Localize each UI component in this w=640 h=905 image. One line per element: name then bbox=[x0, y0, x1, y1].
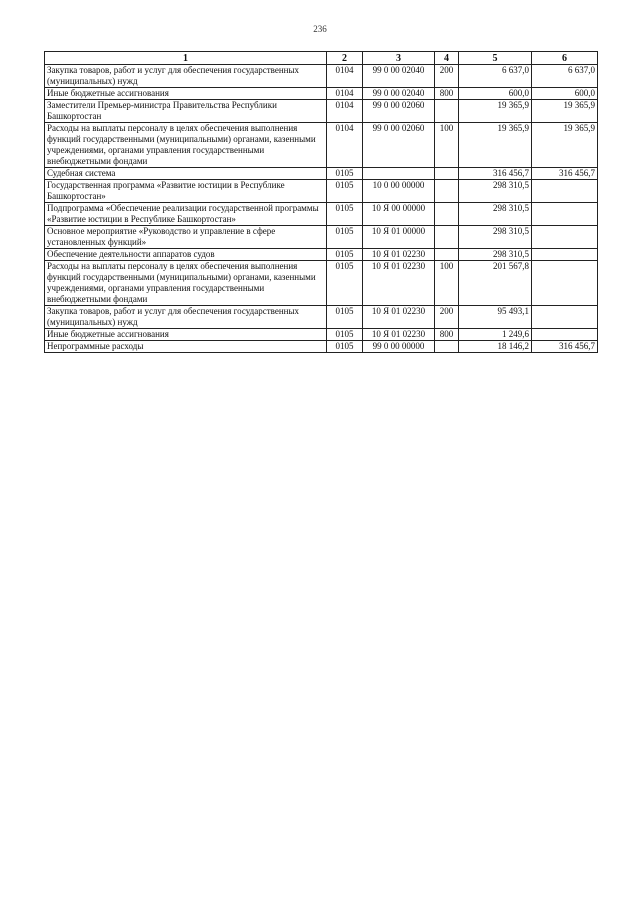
cell-target: 99 0 00 02060 bbox=[363, 100, 435, 123]
cell-amount1: 298 310,5 bbox=[459, 249, 532, 261]
table-row bbox=[45, 261, 598, 306]
cell-amount1: 19 365,9 bbox=[459, 100, 532, 123]
column-header-type: 4 bbox=[435, 52, 459, 65]
cell-name: Закупка товаров, работ и услуг для обеспечения государственных (муниципальных) нужд bbox=[45, 65, 327, 88]
cell-name: Обеспечение деятельности аппаратов судов bbox=[45, 249, 327, 261]
cell-section: 0105 bbox=[327, 249, 363, 261]
cell-amount2: 19 365,9 bbox=[532, 100, 598, 123]
table-row bbox=[45, 249, 598, 261]
cell-section: 0104 bbox=[327, 100, 363, 123]
cell-name: Судебная система bbox=[45, 168, 327, 180]
cell-target: 10 Я 01 00000 bbox=[363, 226, 435, 249]
cell-amount1: 95 493,1 bbox=[459, 306, 532, 329]
cell-name: Непрограммные расходы bbox=[45, 341, 327, 353]
cell-type bbox=[435, 249, 459, 261]
cell-section: 0105 bbox=[327, 261, 363, 306]
table-row bbox=[45, 329, 598, 341]
cell-type: 200 bbox=[435, 306, 459, 329]
cell-amount1: 19 365,9 bbox=[459, 123, 532, 168]
cell-section: 0105 bbox=[327, 341, 363, 353]
cell-target: 99 0 00 02040 bbox=[363, 65, 435, 88]
cell-amount1: 201 567,8 bbox=[459, 261, 532, 306]
cell-target: 99 0 00 02060 bbox=[363, 123, 435, 168]
cell-amount1: 298 310,5 bbox=[459, 180, 532, 203]
column-header-amount2: 6 bbox=[532, 52, 598, 65]
cell-amount1: 1 249,6 bbox=[459, 329, 532, 341]
cell-section: 0104 bbox=[327, 88, 363, 100]
cell-name: Иные бюджетные ассигнования bbox=[45, 88, 327, 100]
table-row bbox=[45, 341, 598, 353]
cell-target: 10 Я 00 00000 bbox=[363, 203, 435, 226]
cell-name: Заместители Премьер-министра Правительства Республики Башкортостан bbox=[45, 100, 327, 123]
cell-section: 0105 bbox=[327, 329, 363, 341]
cell-amount1: 298 310,5 bbox=[459, 226, 532, 249]
table-header-row bbox=[45, 52, 598, 65]
cell-type: 100 bbox=[435, 261, 459, 306]
cell-name: Закупка товаров, работ и услуг для обеспечения государственных (муниципальных) нужд bbox=[45, 306, 327, 329]
cell-type bbox=[435, 100, 459, 123]
cell-name: Подпрограмма «Обеспечение реализации государственной программы «Развитие юстиции в Республике Башкортостан» bbox=[45, 203, 327, 226]
table-row bbox=[45, 168, 598, 180]
cell-amount2: 19 365,9 bbox=[532, 123, 598, 168]
cell-amount2: 316 456,7 bbox=[532, 168, 598, 180]
table-row bbox=[45, 203, 598, 226]
cell-target: 10 Я 01 02230 bbox=[363, 249, 435, 261]
cell-amount2: 600,0 bbox=[532, 88, 598, 100]
cell-type: 200 bbox=[435, 65, 459, 88]
cell-type: 800 bbox=[435, 88, 459, 100]
page-number: 236 bbox=[313, 24, 327, 34]
table-row bbox=[45, 180, 598, 203]
cell-amount2 bbox=[532, 249, 598, 261]
cell-type bbox=[435, 180, 459, 203]
table-row bbox=[45, 306, 598, 329]
table-row bbox=[45, 226, 598, 249]
cell-type bbox=[435, 226, 459, 249]
cell-target: 10 Я 01 02230 bbox=[363, 261, 435, 306]
cell-target: 10 0 00 00000 bbox=[363, 180, 435, 203]
budget-table bbox=[44, 51, 598, 353]
cell-amount1: 600,0 bbox=[459, 88, 532, 100]
table-row bbox=[45, 88, 598, 100]
cell-amount1: 316 456,7 bbox=[459, 168, 532, 180]
column-header-target: 3 bbox=[363, 52, 435, 65]
cell-amount1: 298 310,5 bbox=[459, 203, 532, 226]
cell-amount2: 316 456,7 bbox=[532, 341, 598, 353]
cell-type bbox=[435, 203, 459, 226]
cell-name: Расходы на выплаты персоналу в целях обеспечения выполнения функций государственными (муниципальными) органами, казенными учреждениями, органами управления государственными внебюджетными фондами bbox=[45, 123, 327, 168]
cell-amount2 bbox=[532, 180, 598, 203]
cell-type: 800 bbox=[435, 329, 459, 341]
cell-section: 0105 bbox=[327, 226, 363, 249]
cell-amount1: 18 146,2 bbox=[459, 341, 532, 353]
cell-amount2 bbox=[532, 306, 598, 329]
cell-name: Государственная программа «Развитие юстиции в Республике Башкортостан» bbox=[45, 180, 327, 203]
table-row bbox=[45, 100, 598, 123]
cell-target bbox=[363, 168, 435, 180]
cell-target: 10 Я 01 02230 bbox=[363, 329, 435, 341]
column-header-section: 2 bbox=[327, 52, 363, 65]
cell-name: Основное мероприятие «Руководство и управление в сфере установленных функций» bbox=[45, 226, 327, 249]
column-header-amount1: 5 bbox=[459, 52, 532, 65]
cell-amount2: 6 637,0 bbox=[532, 65, 598, 88]
table-row bbox=[45, 65, 598, 88]
cell-section: 0104 bbox=[327, 65, 363, 88]
cell-section: 0105 bbox=[327, 306, 363, 329]
cell-amount2 bbox=[532, 226, 598, 249]
cell-name: Расходы на выплаты персоналу в целях обеспечения выполнения функций государственными (муниципальными) органами, казенными учреждениями, органами управления государственными внебюджетными фондами bbox=[45, 261, 327, 306]
table-row bbox=[45, 123, 598, 168]
cell-section: 0105 bbox=[327, 203, 363, 226]
cell-amount1: 6 637,0 bbox=[459, 65, 532, 88]
cell-type: 100 bbox=[435, 123, 459, 168]
column-header-name: 1 bbox=[45, 52, 327, 65]
cell-section: 0105 bbox=[327, 180, 363, 203]
cell-amount2 bbox=[532, 261, 598, 306]
cell-target: 10 Я 01 02230 bbox=[363, 306, 435, 329]
cell-target: 99 0 00 02040 bbox=[363, 88, 435, 100]
cell-section: 0104 bbox=[327, 123, 363, 168]
cell-type bbox=[435, 341, 459, 353]
cell-name: Иные бюджетные ассигнования bbox=[45, 329, 327, 341]
cell-amount2 bbox=[532, 203, 598, 226]
cell-type bbox=[435, 168, 459, 180]
cell-amount2 bbox=[532, 329, 598, 341]
cell-target: 99 0 00 00000 bbox=[363, 341, 435, 353]
cell-section: 0105 bbox=[327, 168, 363, 180]
